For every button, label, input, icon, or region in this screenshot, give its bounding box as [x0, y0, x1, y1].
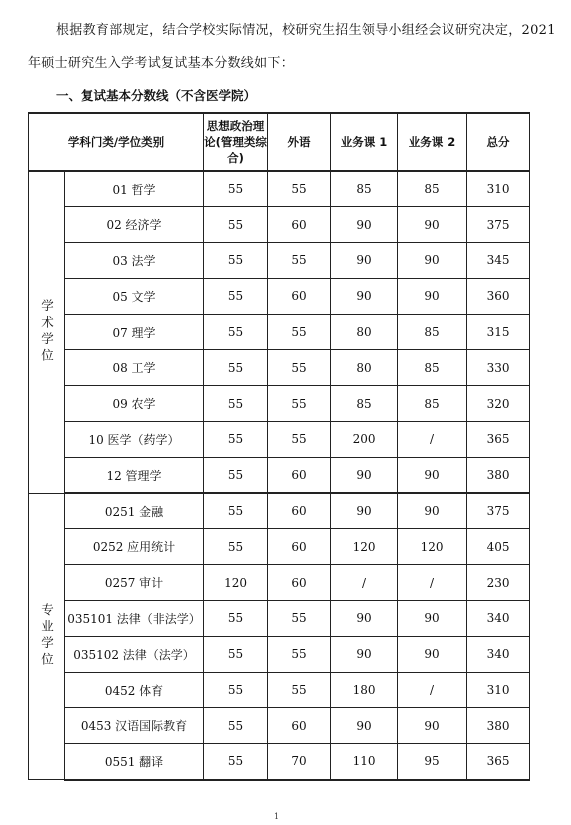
cell-course-2: 95	[398, 744, 467, 780]
cell-course-1: 90	[331, 243, 398, 279]
cell-foreign-language: 60	[268, 529, 331, 565]
cell-course-2: 90	[398, 601, 467, 637]
cell-politics: 55	[204, 457, 268, 493]
cell-total: 330	[467, 350, 530, 386]
cell-politics: 55	[204, 744, 268, 780]
cell-course-2: /	[398, 422, 467, 458]
cell-category: 0257 审计	[65, 565, 204, 601]
cell-course-2: 90	[398, 493, 467, 529]
cell-course-2: 90	[398, 207, 467, 243]
cell-course-1: 85	[331, 171, 398, 207]
cell-course-1: 200	[331, 422, 398, 458]
cell-politics: 55	[204, 708, 268, 744]
cell-category: 02 经济学	[65, 207, 204, 243]
cell-category: 07 理学	[65, 314, 204, 350]
cell-category: 05 文学	[65, 278, 204, 314]
cell-politics: 55	[204, 422, 268, 458]
table-row	[29, 278, 530, 314]
table-row	[29, 207, 530, 243]
cell-course-1: 90	[331, 601, 398, 637]
cell-total: 315	[467, 314, 530, 350]
cell-foreign-language: 55	[268, 171, 331, 207]
intro-paragraph: 根据教育部规定，结合学校实际情况，校研究生招生领导小组经会议研究决定，2021年硕士研究生入学考试复试基本分数线如下：	[28, 23, 556, 71]
cell-total: 365	[467, 744, 530, 780]
cell-course-2: 90	[398, 708, 467, 744]
cell-foreign-language: 55	[268, 636, 331, 672]
cell-course-2: 90	[398, 636, 467, 672]
cell-category: 08 工学	[65, 350, 204, 386]
cell-politics: 55	[204, 493, 268, 529]
cell-category: 01 哲学	[65, 171, 204, 207]
cell-total: 375	[467, 493, 530, 529]
cell-total: 360	[467, 278, 530, 314]
table-row	[29, 493, 530, 529]
cell-politics: 120	[204, 565, 268, 601]
cell-course-1: 110	[331, 744, 398, 780]
cell-course-1: 90	[331, 708, 398, 744]
degree-type-label: 专业学位	[29, 493, 65, 779]
cell-total: 375	[467, 207, 530, 243]
cell-foreign-language: 55	[268, 386, 331, 422]
header-course-2: 业务课 2	[398, 113, 467, 171]
table-row	[29, 422, 530, 458]
cell-course-1: 120	[331, 529, 398, 565]
cell-category: 10 医学（药学）	[65, 422, 204, 458]
cell-foreign-language: 60	[268, 457, 331, 493]
cell-politics: 55	[204, 207, 268, 243]
cell-total: 405	[467, 529, 530, 565]
cell-category: 0252 应用统计	[65, 529, 204, 565]
cell-foreign-language: 55	[268, 350, 331, 386]
cell-politics: 55	[204, 171, 268, 207]
cell-course-1: 90	[331, 636, 398, 672]
cell-course-2: /	[398, 565, 467, 601]
cell-total: 310	[467, 171, 530, 207]
cell-course-2: 90	[398, 243, 467, 279]
table-row	[29, 457, 530, 493]
score-table	[28, 112, 530, 781]
cell-politics: 55	[204, 672, 268, 708]
cell-course-2: 85	[398, 350, 467, 386]
table-row	[29, 243, 530, 279]
cell-category: 035102 法律（法学）	[65, 636, 204, 672]
cell-foreign-language: 60	[268, 207, 331, 243]
cell-foreign-language: 60	[268, 708, 331, 744]
table-row	[29, 529, 530, 565]
cell-category: 0551 翻译	[65, 744, 204, 780]
table-row	[29, 601, 530, 637]
cell-category: 0453 汉语国际教育	[65, 708, 204, 744]
cell-total: 380	[467, 457, 530, 493]
table-row	[29, 744, 530, 780]
cell-foreign-language: 55	[268, 601, 331, 637]
header-row	[29, 113, 530, 171]
header-total: 总分	[467, 113, 530, 171]
cell-politics: 55	[204, 636, 268, 672]
table-row	[29, 386, 530, 422]
cell-politics: 55	[204, 350, 268, 386]
cell-total: 340	[467, 601, 530, 637]
header-category: 学科门类/学位类别	[29, 113, 204, 171]
cell-category: 09 农学	[65, 386, 204, 422]
cell-foreign-language: 70	[268, 744, 331, 780]
table-row	[29, 708, 530, 744]
cell-course-2: 120	[398, 529, 467, 565]
cell-total: 320	[467, 386, 530, 422]
cell-course-2: /	[398, 672, 467, 708]
cell-politics: 55	[204, 243, 268, 279]
cell-category: 0251 金融	[65, 493, 204, 529]
table-row	[29, 672, 530, 708]
cell-foreign-language: 55	[268, 314, 331, 350]
table-row	[29, 636, 530, 672]
cell-foreign-language: 55	[268, 672, 331, 708]
table-row	[29, 314, 530, 350]
cell-foreign-language: 60	[268, 278, 331, 314]
cell-total: 230	[467, 565, 530, 601]
cell-course-2: 85	[398, 386, 467, 422]
header-politics: 思想政治理论(管理类综合)	[204, 113, 268, 171]
cell-politics: 55	[204, 601, 268, 637]
table-row	[29, 171, 530, 207]
cell-course-1: 90	[331, 493, 398, 529]
cell-foreign-language: 55	[268, 422, 331, 458]
cell-course-2: 90	[398, 457, 467, 493]
cell-politics: 55	[204, 529, 268, 565]
cell-course-1: 85	[331, 386, 398, 422]
cell-total: 380	[467, 708, 530, 744]
cell-category: 035101 法律（非法学）	[65, 601, 204, 637]
cell-total: 310	[467, 672, 530, 708]
cell-category: 0452 体育	[65, 672, 204, 708]
cell-politics: 55	[204, 278, 268, 314]
table-row	[29, 350, 530, 386]
page-number: 1	[274, 812, 280, 821]
cell-foreign-language: 60	[268, 493, 331, 529]
header-course-1: 业务课 1	[331, 113, 398, 171]
cell-course-2: 85	[398, 314, 467, 350]
cell-total: 365	[467, 422, 530, 458]
cell-category: 03 法学	[65, 243, 204, 279]
cell-politics: 55	[204, 314, 268, 350]
cell-course-1: /	[331, 565, 398, 601]
cell-course-1: 90	[331, 207, 398, 243]
section-heading: 一、复试基本分数线（不含医学院）	[56, 88, 257, 103]
cell-course-1: 80	[331, 314, 398, 350]
cell-course-1: 90	[331, 457, 398, 493]
cell-category: 12 管理学	[65, 457, 204, 493]
cell-course-2: 85	[398, 171, 467, 207]
cell-foreign-language: 55	[268, 243, 331, 279]
cell-foreign-language: 60	[268, 565, 331, 601]
cell-total: 345	[467, 243, 530, 279]
cell-politics: 55	[204, 386, 268, 422]
header-foreign-language: 外语	[268, 113, 331, 171]
degree-type-label: 学术学位	[29, 171, 65, 493]
table-body	[29, 171, 530, 780]
cell-total: 340	[467, 636, 530, 672]
cell-course-2: 90	[398, 278, 467, 314]
cell-course-1: 80	[331, 350, 398, 386]
cell-course-1: 180	[331, 672, 398, 708]
cell-course-1: 90	[331, 278, 398, 314]
table-row	[29, 565, 530, 601]
